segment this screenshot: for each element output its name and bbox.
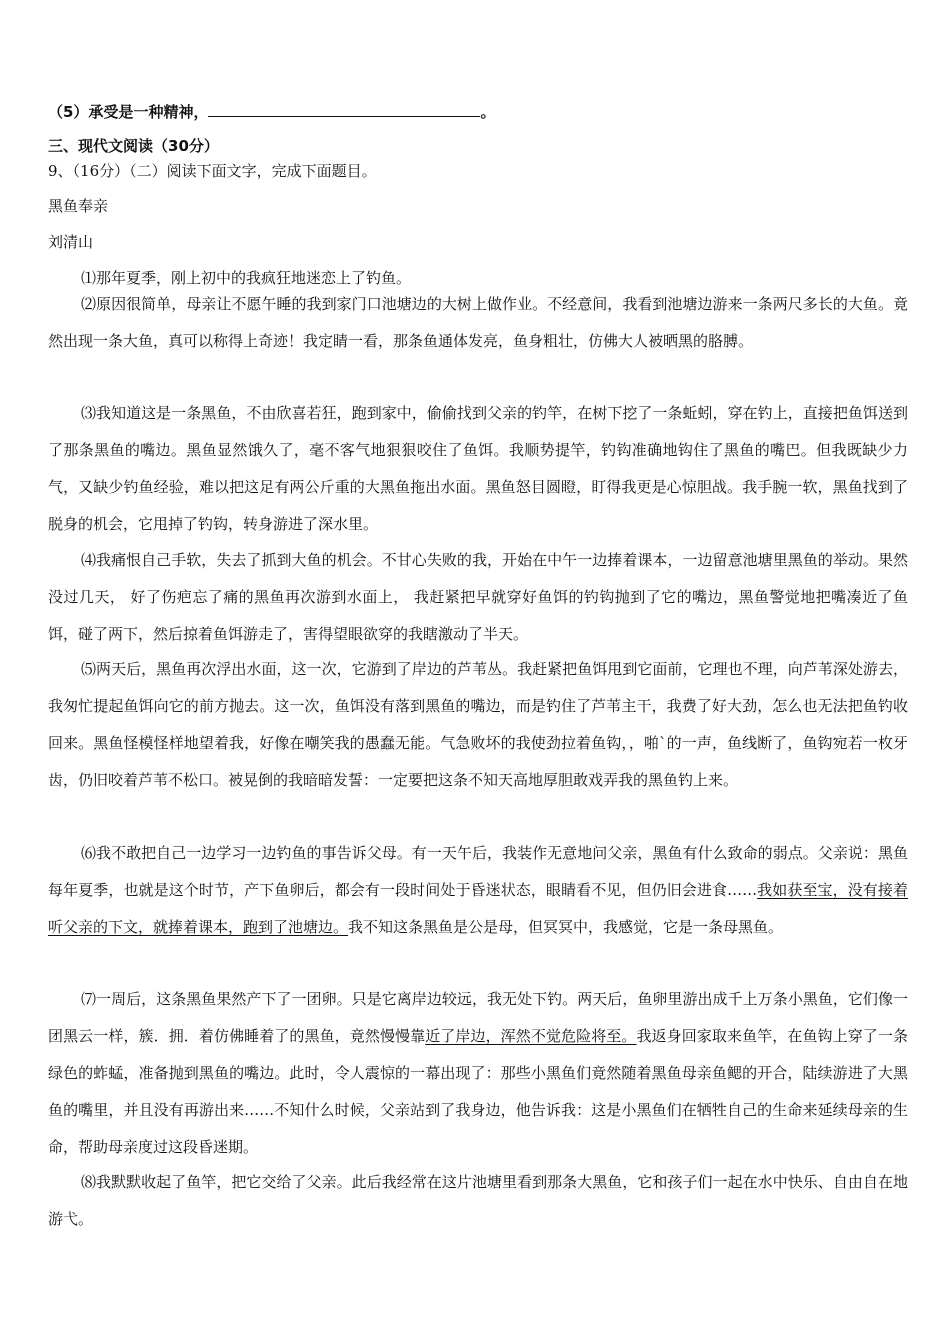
paragraph-8: ⑻我默默收起了鱼竿，把它交给了父亲。此后我经常在这片池塘里看到那条大黑鱼，它和孩子们一起在水中快乐、自由自在地游弋。 <box>48 1173 908 1228</box>
article-title: 黑鱼奉亲 <box>48 197 109 215</box>
paragraph-7-text-b: 我返身回家取来鱼竿，在鱼钩上穿了一条绿色的蚱蜢，准备抛到黑鱼的嘴边。此时，令人震惊的一幕出现了：那些小黑鱼们竟然随着黑鱼母亲鱼鳃的开合，陆续游进了大黑鱼的嘴里，并且没有再游出来……不知什么时候，父亲站到了我身边，他告诉我：这是小黑鱼们在牺牲自己的生命来延续母亲的生命，帮助母亲度过这段昏迷期。 <box>48 1027 908 1156</box>
paragraph-7 <box>48 981 908 1166</box>
paragraph-6-underlined: 我如获至宝，没有接着听父亲的下文，就捧着课本，跑到了池塘边。 <box>48 881 908 936</box>
paragraph-4: ⑷我痛恨自己手软，失去了抓到大鱼的机会。不甘心失败的我，开始在中午一边捧着课本，一边留意池塘里黑鱼的举动。果然没过几天， 好了伤疤忘了痛的黑鱼再次游到水面上， 我赶紧把早就穿好鱼饵的钓钩抛到了它的嘴边，黑鱼警觉地把嘴凑近了鱼饵，碰了两下，然后掠着鱼饵游走了，害得望眼欲穿的我瞎激动了半天。 <box>48 551 908 643</box>
paragraph-7-text-a: ⑺一周后，这条黑鱼果然产下了一团卵。只是它离岸边较远，我无处下钓。两天后，鱼卵里游出成千上万条小黑鱼，它们像一团黑云一样，簇．拥．着仿佛睡着了的黑鱼，竟然慢慢靠 <box>48 990 908 1045</box>
paragraph-2: ⑵原因很简单，母亲让不愿午睡的我到家门口池塘边的大树上做作业。不经意间，我看到池塘边游来一条两尺多长的大鱼。竟然出现一条大鱼，真可以称得上奇迹！我定睛一看，那条鱼通体发亮，鱼身粗壮，仿佛大人被晒黑的胳膊。 <box>48 295 908 350</box>
answer-blank[interactable] <box>208 102 480 117</box>
paragraph-5: ⑸两天后，黑鱼再次浮出水面，这一次，它游到了岸边的芦苇丛。我赶紧把鱼饵甩到它面前，它理也不理，向芦苇深处游去，我匆忙提起鱼饵向它的前方抛去。这一次，鱼饵没有落到黑鱼的嘴边，而是钓住了芦苇主干，我费了好大劲，怎么也无法把鱼钓收回来。黑鱼怪模怪样地望着我，好像在嘲笑我的愚蠢无能。气急败坏的我使劲拉着鱼钩，，啪`的一声，鱼线断了，鱼钩宛若一枚牙齿，仍旧咬着芦苇不松口。被晃倒的我暗暗发誓：一定要把这条不知天高地厚胆敢戏弄我的黑鱼钓上来。 <box>48 660 908 789</box>
section-heading: 三、现代文阅读（30分） <box>48 137 219 155</box>
paragraph-6 <box>48 835 908 946</box>
paragraph-7-underlined: 近了岸边，浑然不觉危险将至。 <box>425 1027 637 1045</box>
question-intro: 9、（16分）（二）阅读下面文字，完成下面题目。 <box>48 162 377 180</box>
paragraph-6-text-a: ⑹我不敢把自己一边学习一边钓鱼的事告诉父母。有一天午后，我装作无意地问父亲，黑鱼有什么致命的弱点。父亲说：黑鱼每年夏季，也就是这个时节，产下鱼卵后，都会有一段时间处于昏迷状态，眼睛看不见，但仍旧会进食…… <box>48 844 908 899</box>
question-5 <box>48 101 495 123</box>
question-5-end: 。 <box>480 103 496 121</box>
question-5-prompt: （5）承受是一种精神， <box>48 103 209 121</box>
article-author: 刘清山 <box>48 233 94 251</box>
paragraph-6-text-b: 我不知这条黑鱼是公是母，但冥冥中，我感觉，它是一条母黑鱼。 <box>348 918 784 936</box>
paragraph-1: ⑴那年夏季，刚上初中的我疯狂地迷恋上了钓鱼。 <box>81 269 412 287</box>
paragraph-3: ⑶我知道这是一条黑鱼，不由欣喜若狂，跑到家中，偷偷找到父亲的钓竿，在树下挖了一条蚯蚓，穿在钓上，直接把鱼饵送到了那条黑鱼的嘴边。黑鱼显然饿久了，毫不客气地狠狠咬住了鱼饵。我顺势提竿，钓钩准确地钩住了黑鱼的嘴巴。但我既缺少力气，又缺少钓鱼经验，难以把这足有两公斤重的大黑鱼拖出水面。黑鱼怒目圆瞪，盯得我更是心惊胆战。我手腕一软，黑鱼找到了脱身的机会，它甩掉了钓钩，转身游进了深水里。 <box>48 404 908 533</box>
